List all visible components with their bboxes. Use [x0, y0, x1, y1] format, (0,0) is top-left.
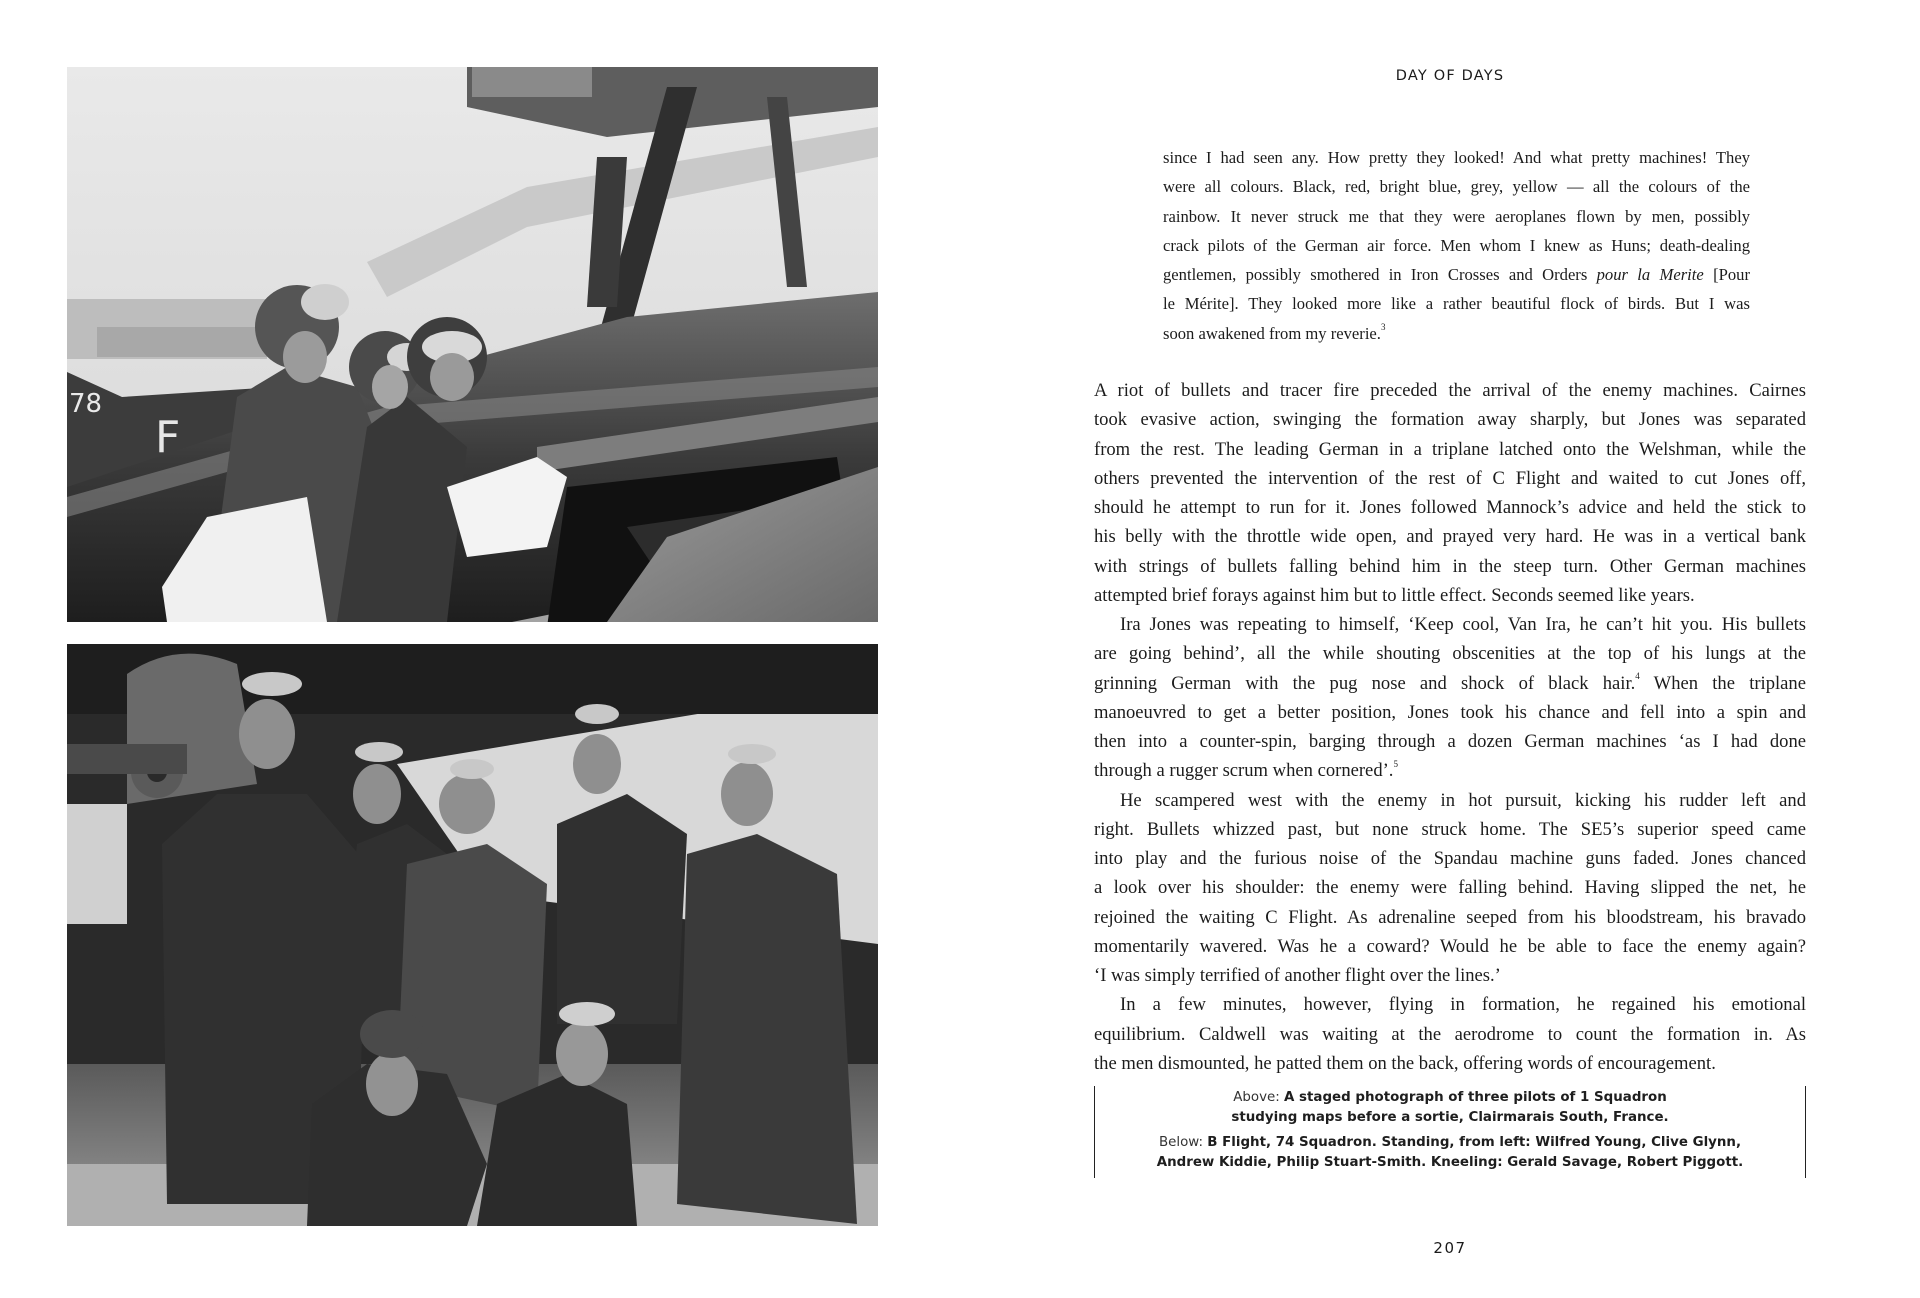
body-line [1094, 464, 1806, 493]
quote-text: [Pour [1703, 265, 1750, 285]
body-line [1094, 786, 1806, 815]
body-line [1094, 932, 1806, 961]
body-line [1094, 815, 1806, 844]
body-line-text: manoeuvred to get a better position, Jones took his chance and fell into a spin and [1094, 701, 1806, 723]
caption-text: Andrew Kiddie, Philip Stuart-Smith. Kneeling: Gerald Savage, Robert Piggott. [1156, 1155, 1744, 1170]
quote-line: crack pilots of the German air force. Men whom I knew as Huns; death-dealing [1163, 235, 1750, 255]
page-number: 207 [1433, 1239, 1467, 1257]
aircraft-number-marking: 78 [69, 389, 103, 419]
body-line-text: the men dismounted, he patted them on the back, offering words of encouragement. [1094, 1052, 1716, 1074]
body-line [1094, 552, 1806, 581]
quote-line: rainbow. It never struck me that they were aeroplanes flown by men, possibly [1163, 206, 1750, 226]
body-line-text: then into a counter-spin, barging through a dozen German machines ‘as I had done [1094, 731, 1806, 752]
body-line-text: equilibrium. Caldwell was waiting at the aerodrome to count the formation in. As [1094, 1023, 1806, 1045]
caption-label: Below: [1158, 1135, 1204, 1150]
body-line [1094, 727, 1806, 756]
caption-label: Above: [1233, 1090, 1280, 1105]
body-line [1094, 639, 1806, 668]
body-line-text: a look over his shoulder: the enemy were falling behind. Having slipped the net, he [1094, 877, 1806, 899]
aircraft-letter-marking: F [155, 412, 181, 463]
body-line-text: He scampered west with the enemy in hot pursuit, kicking his rudder left and [1120, 789, 1806, 811]
running-head: DAY OF DAYS [1395, 68, 1505, 84]
body-line-text: are going behind’, all the while shouting obscenities at the top of his lungs at the [1094, 643, 1806, 665]
quote-italic-text: pour la Merite [1596, 265, 1704, 285]
quote-text: soon awakened from my reverie. [1163, 323, 1381, 343]
body-line-text: attempted brief forays against him but to little effect. Seconds seemed like years. [1094, 584, 1695, 606]
body-line-text: others prevented the intervention of the rest of C Flight and waited to cut Jones off, [1094, 467, 1806, 489]
body-line-text: his belly with the throttle wide open, and prayed very hard. He was in a vertical bank [1094, 526, 1806, 548]
body-line-text: into play and the furious noise of the Spandau machine guns faded. Jones chanced [1094, 848, 1806, 869]
body-line [1094, 581, 1806, 610]
photo-pilots-studying-map-image [67, 67, 878, 622]
footnote-ref[interactable]: 4 [1635, 671, 1640, 682]
body-line [1094, 698, 1806, 727]
footnote-ref[interactable]: 3 [1380, 322, 1386, 333]
caption-text: studying maps before a sortie, Clairmarais South, France. [1231, 1110, 1669, 1125]
body-line [1094, 493, 1806, 522]
photo-b-flight-74-squadron-image [67, 644, 878, 1226]
quote-line: le Mérite]. They looked more like a rather beautiful flock of birds. But I was [1163, 294, 1750, 314]
photo-b-flight-74-squadron [67, 644, 878, 1226]
body-line-text: through a rugger scrum when cornered’. [1094, 760, 1394, 782]
quote-line [1163, 319, 1750, 348]
body-line [1094, 903, 1806, 932]
body-line [1094, 405, 1806, 434]
body-line-text: In a few minutes, however, flying in formation, he regained his emotional [1120, 994, 1806, 1016]
caption-text: A staged photograph of three pilots of 1 Squadron [1284, 1090, 1667, 1105]
quote-line [1163, 260, 1750, 289]
footnote-ref[interactable]: 5 [1393, 759, 1398, 770]
caption-above [1095, 1088, 1805, 1128]
body-line [1094, 873, 1806, 902]
body-line [1094, 1049, 1806, 1078]
quote-line: were all colours. Black, red, bright blue, grey, yellow — all the colours of the [1163, 177, 1750, 197]
block-quote [1163, 143, 1750, 348]
body-line [1094, 376, 1806, 405]
body-line-text: rejoined the waiting C Flight. As adrenaline seeped from his bloodstream, his bravado [1094, 906, 1806, 928]
body-line [1094, 844, 1806, 873]
body-line-text: A riot of bullets and tracer fire preceded the arrival of the enemy machines. Cairnes [1094, 380, 1806, 401]
caption-text: B Flight, 74 Squadron. Standing, from left: Wilfred Young, Clive Glynn, [1207, 1135, 1742, 1150]
quote-line: since I had seen any. How pretty they looked! And what pretty machines! They [1163, 148, 1750, 167]
body-line-text: took evasive action, swinging the formation away sharply, but Jones was separated [1094, 409, 1806, 431]
body-line-text: right. Bullets whizzed past, but none struck home. The SE5’s superior speed came [1094, 818, 1806, 840]
body-line-text: When the triplane [1639, 672, 1806, 694]
body-line-text: with strings of bullets falling behind him in the steep turn. Other German machines [1094, 555, 1806, 577]
body-line-text: ‘I was simply terrified of another flight over the lines.’ [1094, 965, 1501, 986]
body-line [1094, 435, 1806, 464]
body-line [1094, 1020, 1806, 1049]
body-line-text: from the rest. The leading German in a triplane latched onto the Welshman, while the [1094, 438, 1806, 460]
body-text [1094, 376, 1806, 1078]
body-line [1094, 610, 1806, 639]
body-line-text: momentarily wavered. Was he a coward? Would he be able to face the enemy again? [1094, 935, 1806, 957]
body-line-text: Ira Jones was repeating to himself, ‘Keep cool, Van Ira, he can’t hit you. His bullets [1120, 614, 1806, 635]
body-line [1094, 522, 1806, 551]
photo-pilots-studying-map [67, 67, 878, 622]
body-line [1094, 990, 1806, 1019]
photo-caption-box [1094, 1086, 1806, 1178]
body-line [1094, 756, 1806, 785]
body-line-text: grinning German with the pug nose and shock of black hair. [1094, 672, 1636, 694]
body-line-text: should he attempt to run for it. Jones followed Mannock’s advice and held the stick to [1094, 497, 1806, 518]
body-line [1094, 961, 1806, 990]
caption-below [1095, 1133, 1805, 1173]
quote-text: gentlemen, possibly smothered in Iron Crosses and Orders [1163, 265, 1597, 285]
body-line [1094, 669, 1806, 698]
